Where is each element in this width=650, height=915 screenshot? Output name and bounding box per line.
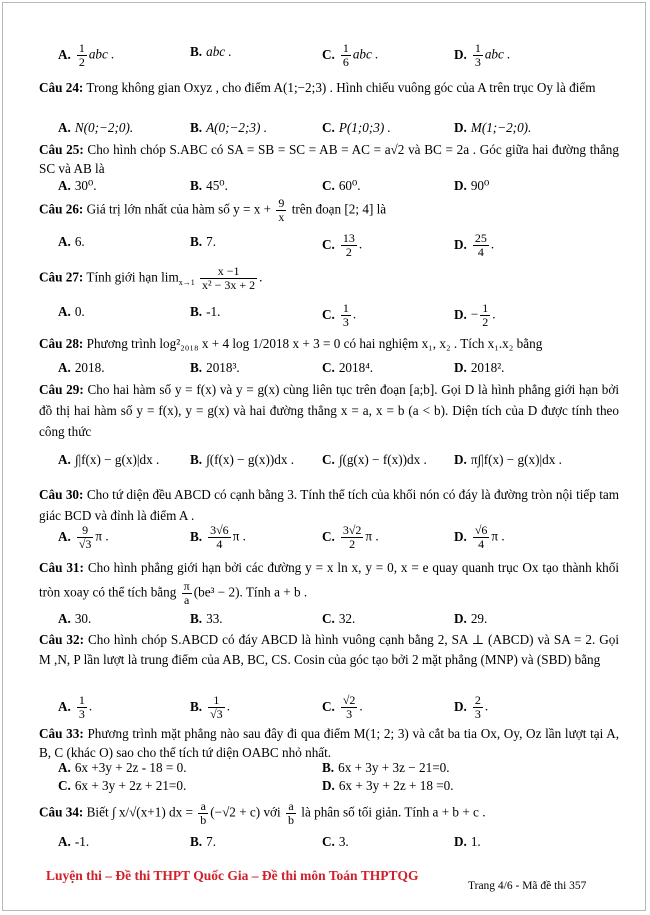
q31-options: A. 30. B. 33. C. 32. D. 29. [58,611,488,626]
q28-options: A. 2018. B. 2018³. C. 2018⁴. D. 2018². [58,360,505,375]
page-number: Trang 4/6 - Mã đề thi 357 [468,880,587,892]
question-24: Câu 24: Trong không gian Oxyz , cho điểm A(1;−2;3) . Hình chiếu vuông góc của A trên trục Oy là điểm [39,80,596,95]
q34-options: A. -1. B. 7. C. 3. D. 1. [58,834,481,849]
footer-link[interactable]: Luyện thi – Đề thi THPT Quốc Gia – Đề thi môn Toán THPTQG [46,868,419,883]
question-33: Câu 33: Phương trình mặt phẳng nào sau đây đi qua điểm M(1; 2; 3) và cắt ba tia Ox, Oy, Oz lần lượt tại A, B, C (khác O) sao cho thể tích tứ diện OABC nhỏ nhất. [39,726,620,760]
question-30: Câu 30: Cho tứ diện đều ABCD có cạnh bằng 3. Tính thể tích của khối nón có đáy là đường tròn nội tiếp tam giác BCD và đỉnh là điểm A . [39,487,620,523]
q26-options: A. 6. B. 7. C. $\frac{13}{2}$ . D. $\frac{25}{4}$ . [58,231,495,259]
q27-options: A. 0. B. -1. C. $\frac{1}{3}$ . D. − $\frac{1}{2}$ . [58,301,496,329]
q29-options: A. ∫|f(x) − g(x)|dx . B. ∫(f(x) − g(x))dx . C. ∫(g(x) − f(x))dx . D. π∫|f(x) − g(x)|dx . [58,452,562,467]
q24-options: A. N(0;−2;0). B. A(0;−2;3) . C. P(1;0;3) . D. M(1;−2;0). [58,120,532,135]
question-27: Câu 27: Tính giới hạn $\lim_{x\to 1}$ $\frac{x -1}{\text{x² − 3x + 2}}$ . [39,264,263,292]
question-34: Câu 34: Biết ∫ x/√(x+1) dx = $\frac{a}{b}$ (−√2 + c) với $\frac{a}{b}$ là phân số tối giản. Tính a + b + c . [39,799,486,827]
q33-options-row1: A. 6x +3y + 2z - 18 = 0. B. 6x + 3y + 3z − 21=0. [58,760,450,775]
q25-options: A. 30⁰. B. 45⁰. C. 60⁰. D. 90⁰ [58,178,490,193]
question-26: Câu 26: Giá trị lớn nhất của hàm số y = x + $\frac{9}{x}$ trên đoạn [2; 4] là [39,196,387,224]
q33-options-row2: C. 6x + 3y + 2z + 21=0. D. 6x + 3y + 2z + 18 =0. [58,778,454,793]
q23-options: A. $\frac{1}{2}$ abc . B. abc . C. $\frac{1}{6}$ abc . D. $\frac{1}{3}$ abc . [58,41,511,69]
question-25: Câu 25: Cho hình chóp S.ABC có SA = SB = SC = AB = AC = a√2 và BC = 2a . Góc giữa hai đường thẳng SC và AB là [39,142,619,176]
question-28: Câu 28: Phương trình log²₂₀₁₈ x + 4 log 1/2018 x + 3 = 0 có hai nghiệm x₁, x₂ . Tích x₁.x₂ bằng [39,336,543,351]
q32-options: A. $\frac{1}{3}$ . B. $\frac{1}{√3}$ . C. $\frac{√2}{3}$ . D. $\frac{2}{3}$ . [58,693,489,721]
question-29: Câu 29: Cho hai hàm số y = f(x) và y = g(x) cùng liên tục trên đoạn [a;b]. Gọi D là hình phẳng giới hạn bởi đồ thị hai hàm số y = f(x), y = g(x) và hai đường thẳng x = a, x = b (a < b). Diện tích của D được tính theo công thức [39,382,619,439]
question-32: Câu 32: Cho hình chóp S.ABCD có đáy ABCD là hình vuông cạnh bằng 2, SA ⊥ (ABCD) và SA = 2. Gọi M ,N, P lần lượt là trung điểm của AB, BC, CS. Cosin của góc tạo bởi 2 mặt phẳng (MNP) và (SBD) bằng [39,632,619,667]
question-31: Câu 31: Cho hình phẳng giới hạn bởi các đường y = x ln x, y = 0, x = e quay quanh trục Ox tạo thành khối tròn xoay có thể tích bằng $\frac{\pi}{a}$ (be³ − 2). Tính a + b . [39,560,620,607]
q30-options: A. $\frac{9}{√3}$ π . B. $\frac{3√6}{4}$ π . C. $\frac{3√2}{2}$ π . D. $\frac{√6}{4}$ π . [58,523,505,551]
